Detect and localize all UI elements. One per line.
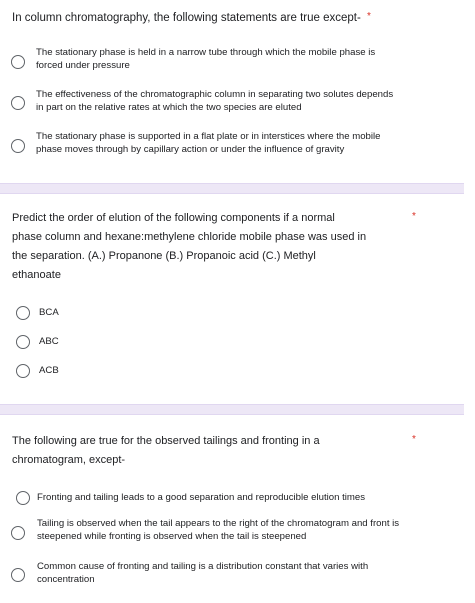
q1-option-1[interactable]	[11, 47, 376, 71]
question-2-title-line4: ethanoate	[12, 269, 61, 281]
q3-option-3-line2: concentration	[37, 573, 95, 585]
required-asterisk: *	[412, 211, 416, 222]
q2-option-acb-label: ACB	[39, 365, 59, 376]
q1-option-1-line1: The stationary phase is held in a narrow tube through which the mobile phase is	[36, 47, 376, 58]
question-1-title-text: In column chromatography, the following statements are true except-	[12, 12, 361, 24]
q1-option-3-line1: The stationary phase is supported in a flat plate or in interstices where the mobile	[36, 131, 381, 142]
radio-button[interactable]	[11, 526, 25, 540]
q3-option-1-label	[37, 492, 365, 505]
question-3-title	[12, 432, 320, 470]
q3-option-3-line1: Common cause of fronting and tailing is a distribution constant that varies with	[37, 561, 369, 572]
q1-option-3-line2: phase moves through by capillary action or under the influence of gravity	[36, 143, 345, 155]
question-2-card	[0, 195, 464, 402]
q2-option-abc-label: ABC	[39, 336, 59, 347]
q2-option-acb[interactable]	[16, 364, 59, 378]
question-1-title	[12, 9, 371, 27]
section-divider	[0, 404, 464, 415]
question-3-card	[0, 416, 464, 603]
q1-option-2-line2: in part on the relative rates at which the two species are eluted	[36, 101, 302, 113]
q1-option-3[interactable]	[11, 131, 381, 155]
q2-option-abc[interactable]	[16, 335, 59, 349]
question-2-title-line1: Predict the order of elution of the following components if a normal	[12, 212, 335, 224]
q1-option-2[interactable]	[11, 89, 394, 113]
q1-option-3-label	[36, 131, 381, 156]
radio-button[interactable]	[16, 306, 30, 320]
radio-button[interactable]	[16, 364, 30, 378]
q3-option-2-label	[37, 518, 399, 543]
q1-option-2-label	[36, 89, 393, 114]
q3-option-2-line1: Tailing is observed when the tail appears to the right of the chromatogram and front is	[37, 518, 400, 529]
q3-option-3[interactable]	[11, 561, 369, 585]
q3-option-2[interactable]	[11, 518, 400, 542]
q2-option-bca[interactable]	[16, 306, 59, 320]
question-2-title-line3: the separation. (A.) Propanone (B.) Propanoic acid (C.) Methyl	[12, 250, 316, 262]
q3-option-1-line1: Fronting and tailing leads to a good separation and reproducible elution times	[37, 492, 366, 503]
question-2-title	[12, 209, 366, 285]
radio-button[interactable]	[16, 335, 30, 349]
q1-option-1-label	[36, 47, 375, 72]
radio-button[interactable]	[16, 491, 30, 505]
required-asterisk: *	[412, 434, 416, 445]
question-2-title-line2: phase column and hexane:methylene chloride mobile phase was used in	[12, 231, 367, 243]
required-asterisk: *	[367, 11, 371, 22]
radio-button[interactable]	[11, 568, 25, 582]
radio-button[interactable]	[11, 139, 25, 153]
radio-button[interactable]	[11, 96, 25, 110]
section-divider	[0, 183, 464, 194]
question-3-title-line2: chromatogram, except-	[12, 454, 126, 466]
question-3-title-line1: The following are true for the observed tailings and fronting in a	[12, 435, 320, 447]
q3-option-3-label	[37, 561, 368, 586]
q1-option-2-line1: The effectiveness of the chromatographic column in separating two solutes depends	[36, 89, 394, 100]
q2-option-bca-label: BCA	[39, 307, 59, 318]
q1-option-1-line2: forced under pressure	[36, 59, 130, 71]
q3-option-1[interactable]	[16, 491, 366, 505]
radio-button[interactable]	[11, 55, 25, 69]
question-1-card	[0, 0, 464, 178]
q3-option-2-line2: steepened while fronting is observed when the tail is steepened	[37, 530, 307, 542]
